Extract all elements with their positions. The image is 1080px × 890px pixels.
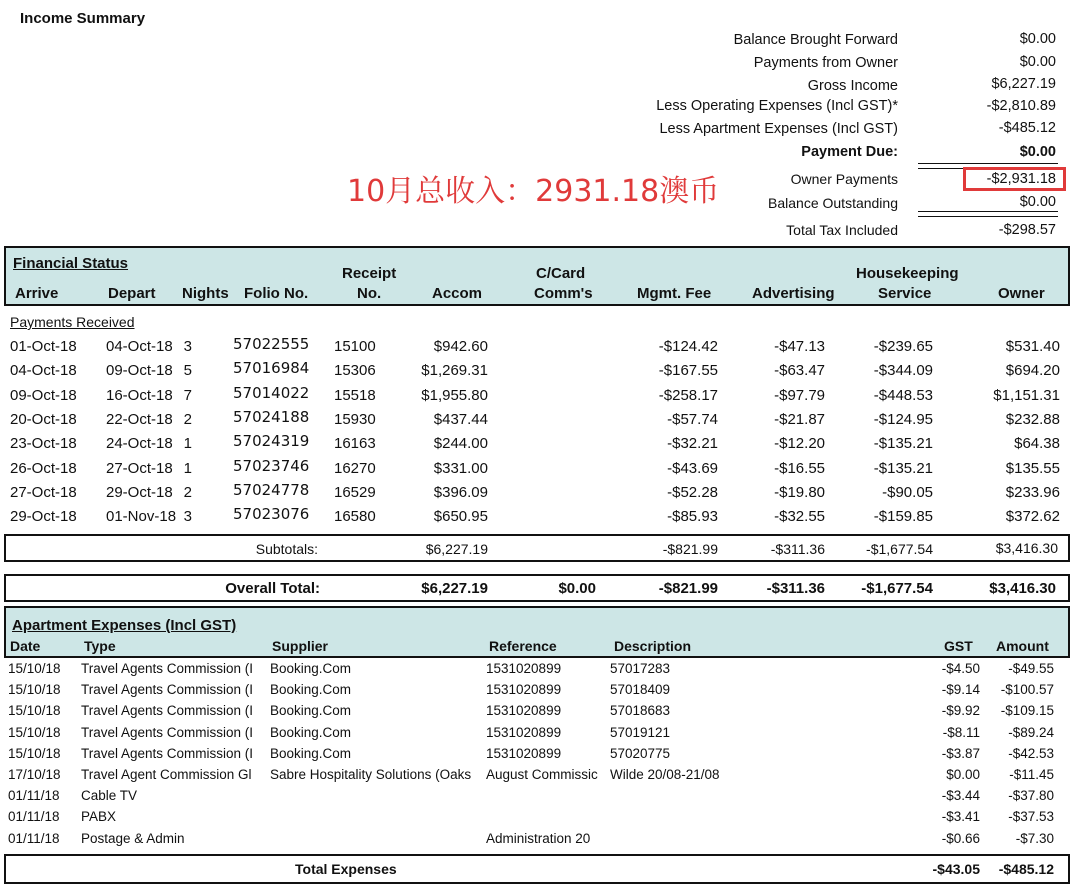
cell-date: 15/10/18 xyxy=(8,703,61,719)
cell-type: Travel Agents Commission (I xyxy=(81,745,254,761)
col-supplier: Supplier xyxy=(272,638,329,654)
financial-status-header xyxy=(4,246,1070,306)
cell-date: 15/10/18 xyxy=(8,745,61,761)
cell-mgmt: -$43.69 xyxy=(667,459,718,477)
cell-depart: 09-Oct-18 xyxy=(106,362,173,380)
cell-advertising: -$47.13 xyxy=(774,338,825,355)
cell-description: 57018683 xyxy=(610,703,671,719)
cell-accom: $437.44 xyxy=(433,410,488,428)
table-row xyxy=(0,831,1080,852)
cell-type: PABX xyxy=(81,809,117,825)
cell-housekeeping: -$135.21 xyxy=(873,435,933,453)
payments-from-owner-value: $0.00 xyxy=(1019,54,1056,70)
cell-advertising: -$63.47 xyxy=(774,362,825,380)
total-tax-value: -$298.57 xyxy=(998,222,1056,238)
col-date: Date xyxy=(10,638,41,654)
cell-advertising: -$21.87 xyxy=(774,410,825,428)
cell-date: 15/10/18 xyxy=(8,724,61,740)
cell-arrive: 23-Oct-18 xyxy=(10,435,77,453)
payment-due-label: Payment Due: xyxy=(801,144,898,160)
overall-owner: $3,416.30 xyxy=(989,580,1056,597)
cell-gst: -$9.14 xyxy=(941,682,980,698)
col-advertising: Advertising xyxy=(752,285,835,302)
cell-housekeeping: -$344.09 xyxy=(873,362,933,380)
cell-depart: 04-Oct-18 xyxy=(106,338,173,355)
cell-depart: 24-Oct-18 xyxy=(106,435,173,453)
cell-reference: 1531020899 xyxy=(486,724,562,740)
cell-folio: 57022555 xyxy=(233,335,310,353)
col-mgmt-fee: Mgmt. Fee xyxy=(637,285,712,302)
cell-nights: 1 xyxy=(183,459,192,477)
cell-receipt: 16270 xyxy=(334,459,376,477)
cell-gst: -$3.87 xyxy=(941,745,980,761)
cell-receipt: 15306 xyxy=(334,362,376,380)
cell-nights: 2 xyxy=(183,483,192,501)
total-tax-label: Total Tax Included xyxy=(786,222,898,238)
table-row xyxy=(0,383,1080,411)
cell-gst: -$0.66 xyxy=(941,830,980,846)
cell-owner: $372.62 xyxy=(1005,508,1060,526)
col-receipt-line2: No. xyxy=(357,285,382,302)
table-row xyxy=(0,809,1080,830)
cell-accom: $244.00 xyxy=(433,435,488,453)
col-type: Type xyxy=(84,638,116,654)
cell-housekeeping: -$135.21 xyxy=(873,459,933,477)
total-expenses-label: Total Expenses xyxy=(295,861,397,877)
cell-description: 57020775 xyxy=(610,745,671,761)
operating-expenses-label: Less Operating Expenses (Incl GST)* xyxy=(656,98,898,114)
col-reference: Reference xyxy=(489,638,557,654)
table-row xyxy=(0,725,1080,746)
cell-housekeeping: -$90.05 xyxy=(882,483,933,501)
cell-amount: -$37.53 xyxy=(1008,809,1054,825)
table-row xyxy=(0,746,1080,767)
cell-arrive: 26-Oct-18 xyxy=(10,459,77,477)
cell-folio: 57024778 xyxy=(233,480,310,499)
overall-mgmt: -$821.99 xyxy=(658,580,718,597)
cell-amount: -$109.15 xyxy=(1000,703,1054,719)
cell-amount: -$100.57 xyxy=(1000,682,1054,698)
table-row xyxy=(0,335,1080,362)
cell-depart: 16-Oct-18 xyxy=(106,386,173,404)
subtotal-accom: $6,227.19 xyxy=(425,541,488,557)
cell-reference: 1531020899 xyxy=(486,703,562,719)
cell-accom: $396.09 xyxy=(433,483,488,501)
cell-housekeeping: -$159.85 xyxy=(873,508,933,526)
cell-accom: $1,269.31 xyxy=(421,362,488,380)
overall-housekeeping: -$1,677.54 xyxy=(861,580,933,597)
balance-brought-forward-label: Balance Brought Forward xyxy=(733,32,898,48)
cell-owner: $694.20 xyxy=(1005,362,1060,380)
cell-nights: 2 xyxy=(183,410,192,428)
cell-accom: $942.60 xyxy=(433,338,488,355)
cell-gst: -$3.41 xyxy=(941,809,980,825)
cell-folio: 57024188 xyxy=(233,407,310,426)
total-expenses-gst: -$43.05 xyxy=(932,861,980,877)
cell-type: Postage & Admin xyxy=(81,830,185,846)
cell-date: 01/11/18 xyxy=(8,830,60,846)
cell-reference: 1531020899 xyxy=(486,682,562,698)
cell-reference: Administration 20 xyxy=(486,830,591,846)
cell-description: 57017283 xyxy=(610,661,671,676)
cell-accom: $650.95 xyxy=(433,508,488,526)
cell-mgmt: -$124.42 xyxy=(658,338,718,355)
col-housekeeping-line2: Service xyxy=(878,285,932,302)
cell-nights: 1 xyxy=(183,435,192,453)
subtotal-mgmt: -$821.99 xyxy=(662,541,718,557)
cell-nights: 5 xyxy=(183,362,192,380)
cell-depart: 29-Oct-18 xyxy=(106,483,173,501)
cell-receipt: 16580 xyxy=(334,508,376,526)
overall-ccard: $0.00 xyxy=(558,580,596,597)
col-housekeeping-line1: Housekeeping xyxy=(856,265,959,282)
col-arrive: Arrive xyxy=(15,285,59,302)
cell-nights: 3 xyxy=(183,338,192,355)
cell-supplier: Booking.Com xyxy=(270,703,352,719)
col-owner: Owner xyxy=(998,285,1045,302)
cell-type: Cable TV xyxy=(81,788,138,804)
cell-advertising: -$32.55 xyxy=(774,508,825,526)
payments-from-owner-label: Payments from Owner xyxy=(753,55,898,71)
cell-reference: August Commissic xyxy=(486,767,598,782)
cell-receipt: 16163 xyxy=(334,435,376,453)
balance-brought-forward-value: $0.00 xyxy=(1019,31,1056,47)
table-row xyxy=(0,480,1080,508)
cell-mgmt: -$85.93 xyxy=(667,508,718,526)
table-row xyxy=(0,788,1080,809)
cell-mgmt: -$32.21 xyxy=(667,435,718,453)
col-ccard-line1: C/Card xyxy=(536,265,586,282)
cell-description: 57019121 xyxy=(610,724,671,740)
operating-expenses-value: -$2,810.89 xyxy=(986,98,1056,114)
cell-type: Travel Agents Commission (I xyxy=(81,724,254,740)
cell-owner: $233.96 xyxy=(1005,483,1060,501)
cell-arrive: 27-Oct-18 xyxy=(10,483,77,501)
overall-accom: $6,227.19 xyxy=(421,580,488,597)
overall-total-label: Overall Total: xyxy=(225,580,320,597)
cell-arrive: 04-Oct-18 xyxy=(10,362,77,380)
col-gst: GST xyxy=(944,638,973,654)
cell-type: Travel Agents Commission (I xyxy=(81,703,254,719)
cell-receipt: 15100 xyxy=(334,338,376,355)
total-expenses-amount: -$485.12 xyxy=(998,861,1054,877)
payments-received-label: Payments Received xyxy=(10,314,135,330)
cell-receipt: 15518 xyxy=(334,386,376,404)
cell-housekeeping: -$448.53 xyxy=(873,386,933,404)
table-row xyxy=(0,505,1080,532)
cell-description: 57018409 xyxy=(610,682,671,698)
cell-arrive: 09-Oct-18 xyxy=(10,386,77,404)
balance-outstanding-label: Balance Outstanding xyxy=(768,195,898,211)
cell-amount: -$37.80 xyxy=(1008,788,1054,804)
gross-income-value: $6,227.19 xyxy=(991,76,1056,92)
owner-payments-value: -$2,931.18 xyxy=(986,171,1056,187)
balance-outstanding-value: $0.00 xyxy=(1019,194,1056,210)
subtotal-advertising: -$311.36 xyxy=(770,541,825,557)
apartment-expenses-title: Apartment Expenses (Incl GST) xyxy=(12,617,237,634)
cell-accom: $1,955.80 xyxy=(421,386,488,404)
page-title: Income Summary xyxy=(20,10,146,27)
table-row xyxy=(0,456,1080,484)
table-row xyxy=(0,359,1080,386)
apartment-expenses-value: -$485.12 xyxy=(998,120,1056,136)
cell-arrive: 01-Oct-18 xyxy=(10,338,77,355)
subtotals-label: Subtotals: xyxy=(255,541,318,557)
table-row xyxy=(0,661,1080,682)
cell-gst: -$9.92 xyxy=(941,703,980,719)
cell-accom: $331.00 xyxy=(433,459,488,477)
cell-nights: 3 xyxy=(183,508,192,526)
cell-mgmt: -$258.17 xyxy=(658,386,718,404)
cell-gst: -$8.11 xyxy=(942,724,980,740)
cell-folio: 57023746 xyxy=(233,456,310,475)
cell-depart: 01-Nov-18 xyxy=(106,508,177,526)
col-folio: Folio No. xyxy=(244,285,309,302)
col-depart: Depart xyxy=(108,285,156,302)
apartment-expenses-label: Less Apartment Expenses (Incl GST) xyxy=(659,121,898,137)
table-row xyxy=(0,703,1080,724)
cell-housekeeping: -$124.95 xyxy=(873,410,933,428)
cell-receipt: 15930 xyxy=(334,410,376,428)
cell-date: 01/11/18 xyxy=(8,788,60,804)
cell-supplier: Booking.Com xyxy=(270,661,352,676)
cell-type: Travel Agent Commission Gl xyxy=(81,767,252,782)
cell-supplier: Booking.Com xyxy=(270,745,352,761)
col-description: Description xyxy=(614,638,692,654)
table-row xyxy=(0,432,1080,459)
table-row xyxy=(0,407,1080,435)
cell-mgmt: -$167.55 xyxy=(658,362,718,380)
cell-advertising: -$16.55 xyxy=(774,459,825,477)
cell-amount: -$42.53 xyxy=(1008,745,1054,761)
gross-income-label: Gross Income xyxy=(807,78,898,94)
cell-amount: -$89.24 xyxy=(1008,724,1054,740)
cell-arrive: 20-Oct-18 xyxy=(10,410,77,428)
cell-folio: 57016984 xyxy=(233,359,310,378)
cell-supplier: Booking.Com xyxy=(270,682,352,698)
cell-folio: 57014022 xyxy=(233,383,310,402)
cell-mgmt: -$57.74 xyxy=(667,410,718,428)
cell-amount: -$49.55 xyxy=(1008,661,1054,676)
cell-nights: 7 xyxy=(183,386,192,404)
cell-folio: 57024319 xyxy=(233,432,310,451)
apartment-expenses-header xyxy=(4,606,1070,658)
col-nights: Nights xyxy=(182,285,229,302)
cell-date: 15/10/18 xyxy=(8,682,61,698)
cell-owner: $531.40 xyxy=(1005,338,1060,355)
cell-owner: $135.55 xyxy=(1005,459,1060,477)
subtotal-owner: $3,416.30 xyxy=(995,540,1058,556)
cell-gst: $0.00 xyxy=(946,767,980,782)
col-amount: Amount xyxy=(996,638,1049,654)
cell-reference: 1531020899 xyxy=(486,661,562,676)
financial-status-title: Financial Status xyxy=(13,255,129,272)
owner-payments-label: Owner Payments xyxy=(790,171,898,187)
cell-gst: -$3.44 xyxy=(941,788,980,804)
cell-depart: 27-Oct-18 xyxy=(106,459,173,477)
monthly-income-annotation: 10月总收入：2931.18澳币 xyxy=(347,174,720,209)
cell-folio: 57023076 xyxy=(233,505,310,524)
owner-payments-highlight xyxy=(963,167,1066,191)
cell-housekeeping: -$239.65 xyxy=(873,338,933,355)
cell-reference: 1531020899 xyxy=(486,745,562,761)
cell-owner: $64.38 xyxy=(1014,435,1060,453)
subtotal-housekeeping: -$1,677.54 xyxy=(866,541,933,557)
cell-amount: -$7.30 xyxy=(1015,830,1054,846)
cell-date: 01/11/18 xyxy=(8,809,60,825)
cell-type: Travel Agents Commission (I xyxy=(81,682,254,698)
cell-advertising: -$12.20 xyxy=(774,435,825,453)
col-receipt-line1: Receipt xyxy=(342,265,397,282)
cell-depart: 22-Oct-18 xyxy=(106,410,173,428)
cell-supplier: Booking.Com xyxy=(270,724,352,740)
cell-gst: -$4.50 xyxy=(941,661,980,676)
cell-date: 15/10/18 xyxy=(8,661,61,676)
cell-owner: $232.88 xyxy=(1005,410,1060,428)
cell-description: Wilde 20/08-21/08 xyxy=(610,767,720,782)
col-ccard-line2: Comm's xyxy=(534,285,593,302)
cell-advertising: -$97.79 xyxy=(774,386,825,404)
double-rule xyxy=(918,211,1058,217)
col-accom: Accom xyxy=(432,285,483,302)
table-row xyxy=(0,767,1080,788)
cell-advertising: -$19.80 xyxy=(774,483,825,501)
cell-date: 17/10/18 xyxy=(8,767,61,782)
cell-mgmt: -$52.28 xyxy=(667,483,718,501)
payment-due-value: $0.00 xyxy=(1019,144,1056,160)
cell-supplier: Sabre Hospitality Solutions (Oaks xyxy=(270,767,472,782)
cell-amount: -$11.45 xyxy=(1009,767,1054,782)
cell-owner: $1,151.31 xyxy=(993,386,1060,404)
cell-type: Travel Agents Commission (I xyxy=(81,661,254,676)
cell-receipt: 16529 xyxy=(334,483,376,501)
cell-arrive: 29-Oct-18 xyxy=(10,508,77,526)
overall-advertising: -$311.36 xyxy=(766,580,825,597)
table-row xyxy=(0,682,1080,703)
